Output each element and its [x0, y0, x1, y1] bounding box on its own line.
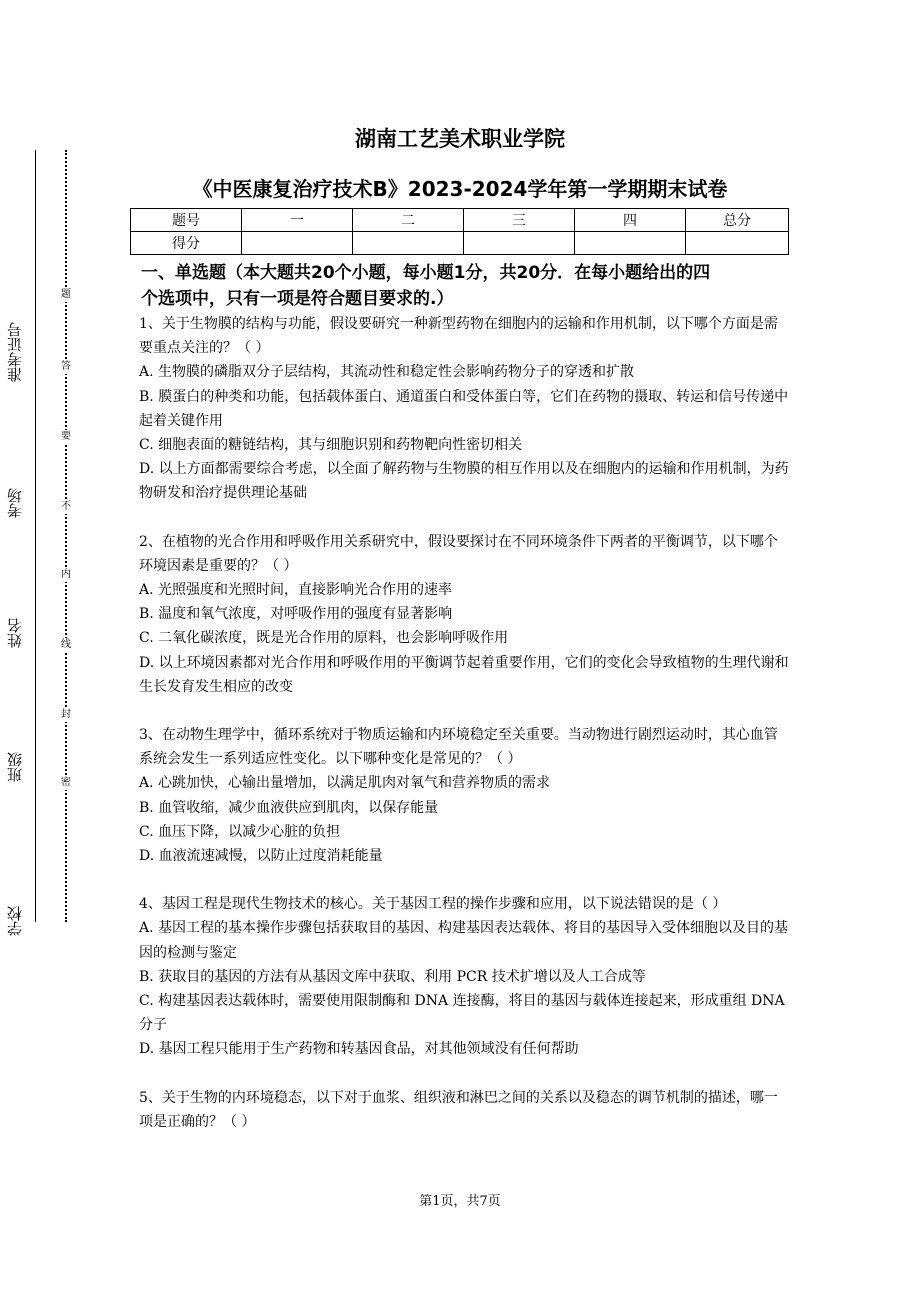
seal-char: 内 [58, 568, 74, 582]
binding-line [35, 150, 36, 922]
score-table [130, 208, 789, 255]
seal-char: 线 [58, 638, 74, 652]
score-cell: 题号 [131, 209, 242, 232]
seal-char: 封 [58, 708, 74, 722]
seal-char: 题 [58, 288, 74, 302]
option-a: A. 生物膜的磷脂双分子层结构，其流动性和稳定性会影响药物分子的穿透和扩散 [139, 364, 635, 381]
option-c: C. 血压下降，以减少心脏的负担 [139, 823, 341, 840]
score-input-cell [353, 232, 464, 255]
section-heading-line: 个选项中，只有一项是符合题目要求的.） [141, 289, 454, 309]
score-cell: 总分 [686, 209, 789, 232]
question-stem: 2、在植物的光合作用和呼吸作用关系研究中，假设要探讨在不同环境条件下两者的平衡调节，以下哪个环境因素是重要的？（ ） [139, 533, 778, 574]
question-stem: 5、关于生物的内环境稳态，以下对于血浆、组织液和淋巴之间的关系以及稳态的调节机制的描述，哪一项是正确的？（ ） [139, 1089, 778, 1130]
section-heading-line: 一、单选题（本大题共20个小题，每小题1分，共20分．在每小题给出的四 [141, 263, 711, 283]
question-block [139, 312, 789, 506]
question-stem: 4、基因工程是现代生物技术的核心。关于基因工程的操作步骤和应用，以下说法错误的是（ ） [139, 896, 727, 913]
school-label: 学校 [6, 906, 24, 936]
option-a: A. 心跳加快，心输出量增加，以满足肌肉对氧气和营养物质的需求 [139, 775, 551, 792]
score-cell: 一 [242, 209, 353, 232]
option-a: A. 光照强度和光照时间，直接影响光合作用的速率 [139, 582, 453, 599]
question-block [139, 530, 789, 699]
seal-char: 不 [58, 500, 74, 514]
option-b: B. 获取目的基因的方法有从基因文库中获取、利用 PCR 技术扩增以及人工合成等 [139, 968, 646, 985]
option-b: B. 温度和氧气浓度，对呼吸作用的强度有显著影响 [139, 606, 453, 623]
option-d: D. 基因工程只能用于生产药物和转基因食品，对其他领域没有任何帮助 [139, 1041, 579, 1058]
candidate-number-label: 准考证号 [6, 322, 24, 382]
question-stem: 3、在动物生理学中，循环系统对于物质运输和内环境稳定至关重要。当动物进行剧烈运动时，其心血管系统会发生一系列适应性变化。以下哪种变化是常见的？（ ） [139, 727, 778, 768]
question-block [139, 892, 789, 1061]
score-input-cell [464, 232, 575, 255]
seal-char: 密 [58, 776, 74, 790]
question-content [139, 260, 789, 1134]
exam-room-label: 考场 [6, 488, 24, 518]
score-input-cell [575, 232, 686, 255]
exam-title: 《中医康复治疗技术B》2023-2024学年第一学期期末试卷 [192, 177, 728, 201]
score-table-header-row [131, 209, 789, 232]
class-label: 班级 [6, 752, 24, 782]
seal-dotted-line [65, 150, 67, 922]
option-d: D. 以上方面都需要综合考虑，以全面了解药物与生物膜的相互作用以及在细胞内的运输和作用机制，为药物研发和治疗提供理论基础 [139, 461, 789, 502]
question-block [139, 723, 789, 868]
score-cell: 二 [353, 209, 464, 232]
option-c: C. 构建基因表达载体时，需要使用限制酶和 DNA 连接酶，将目的基因与载体连接起来，形成重组 DNA 分子 [139, 993, 785, 1034]
option-d: D. 血液流速减慢，以防止过度消耗能量 [139, 848, 383, 865]
name-label: 姓名 [6, 618, 24, 648]
score-table-score-row [131, 232, 789, 255]
score-cell: 四 [575, 209, 686, 232]
score-input-cell [686, 232, 789, 255]
question-block [139, 1086, 789, 1134]
option-b: B. 血管收缩，减少血液供应到肌肉，以保存能量 [139, 799, 439, 816]
score-cell: 三 [464, 209, 575, 232]
school-title: 湖南工艺美术职业学院 [355, 127, 565, 151]
section-heading [141, 260, 789, 312]
option-a: A. 基因工程的基本操作步骤包括获取目的基因、构建基因表达载体、将目的基因导入受体细胞以及目的基因的检测与鉴定 [139, 920, 789, 961]
question-stem: 1、关于生物膜的结构与功能，假设要研究一种新型药物在细胞内的运输和作用机制，以下哪个方面是需要重点关注的？（ ） [139, 316, 778, 357]
option-c: C. 二氧化碳浓度，既是光合作用的原料，也会影响呼吸作用 [139, 630, 509, 647]
seal-char: 答 [58, 360, 74, 374]
option-b: B. 膜蛋白的种类和功能，包括载体蛋白、通道蛋白和受体蛋白等，它们在药物的摄取、转运和信号传递中起着关键作用 [139, 388, 789, 429]
option-c: C. 细胞表面的糖链结构，其与细胞识别和药物靶向性密切相关 [139, 437, 523, 454]
score-input-cell [242, 232, 353, 255]
seal-char: 要 [58, 430, 74, 444]
page-footer: 第1页，共7页 [419, 1194, 501, 1209]
score-cell: 得分 [131, 232, 242, 255]
option-d: D. 以上环境因素都对光合作用和呼吸作用的平衡调节起着重要作用，它们的变化会导致植物的生理代谢和生长发育发生相应的改变 [139, 654, 789, 695]
